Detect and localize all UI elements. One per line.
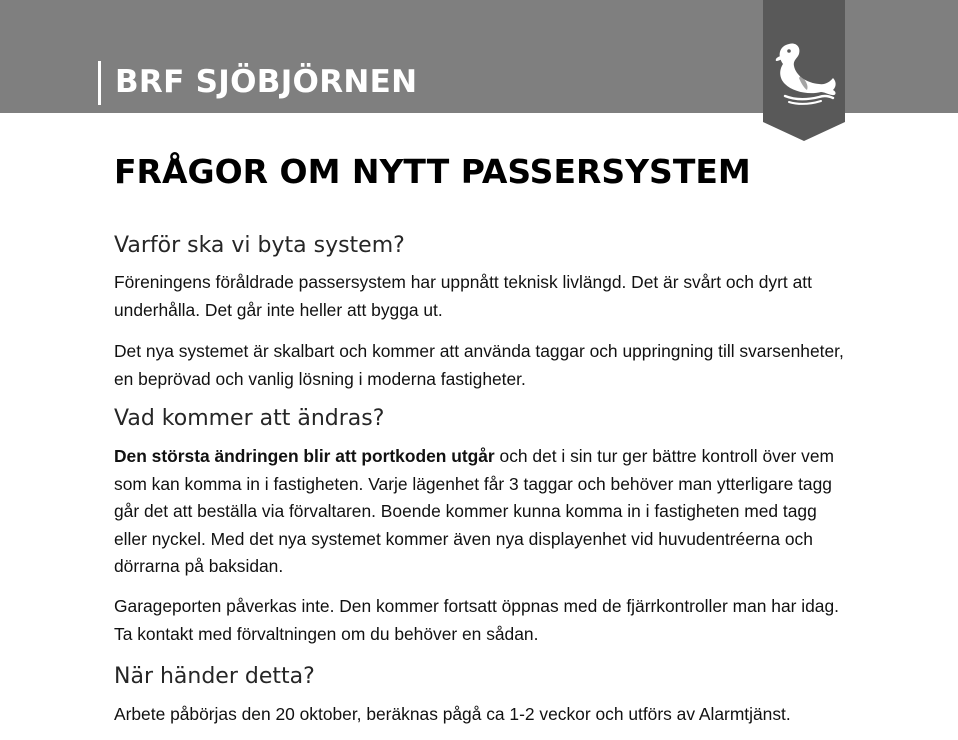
bold-emphasis: Den största ändringen blir att portkoden utgår xyxy=(114,446,495,466)
paragraph: Garageporten påverkas inte. Den kommer fortsatt öppnas med de fjärrkontroller man har idag. Ta kontakt med förvaltningen om du behöver en sådan. xyxy=(114,596,839,644)
paragraph: Arbete påbörjas den 20 oktober, beräknas pågå ca 1-2 veckor och utförs av Alarmtjänst. xyxy=(114,704,791,724)
paragraph: Det nya systemet är skalbart och kommer att använda taggar och uppringning till svarsenheter, en beprövad och vanlig lösning i moderna fastigheter. xyxy=(114,341,844,389)
page-title: FRÅGOR OM NYTT PASSERSYSTEM xyxy=(114,152,751,191)
logo-banner xyxy=(763,0,845,141)
seal-icon xyxy=(763,0,845,141)
paragraph: Föreningens föråldrade passersystem har uppnått teknisk livlängd. Det är svårt och dyrt att underhålla. Det går inte heller att bygga ut. xyxy=(114,272,812,320)
organization-name: BRF SJÖBJÖRNEN xyxy=(115,64,418,100)
header-accent-bar xyxy=(98,61,101,105)
section-heading-what-changes: Vad kommer att ändras? xyxy=(114,406,385,431)
section-heading-why: Varför ska vi byta system? xyxy=(114,233,405,258)
section-heading-when: När händer detta? xyxy=(114,664,315,689)
paragraph-text: och det i sin tur ger bättre kontroll över vem som kan komma in i fastigheten. Varje lägenhet får 3 taggar och behöver man ytterligare tagg går det att beställa via förvaltaren. Boende kommer kunna komma in i fastigheten med tagg eller nyckel. Med det nya systemet kommer även nya displayenhet vid huvudentréerna och dörrarna på baksidan. xyxy=(114,446,834,576)
paragraph xyxy=(114,443,854,581)
